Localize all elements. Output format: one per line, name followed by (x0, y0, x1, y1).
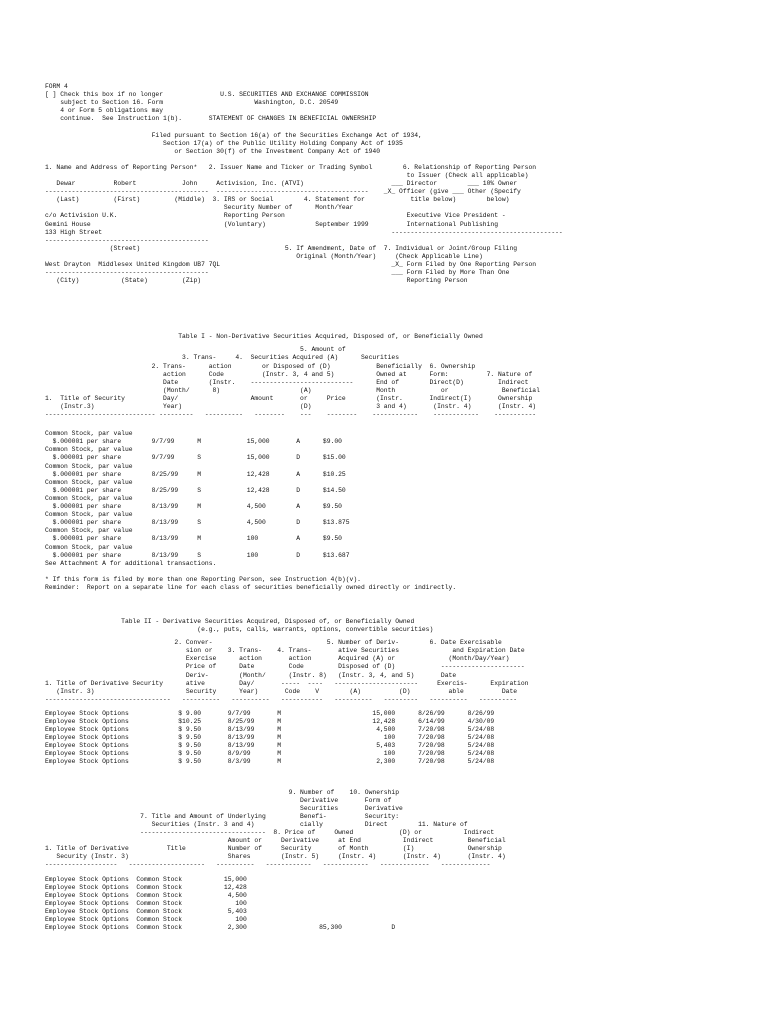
table1-footer: * If this form is filed by more than one Reporting Person, see Instruction 4(b)(v). Reminder: Report on a separate line for each class of securities beneficially owned directly or indirectly. (45, 575, 457, 591)
table2-continued-header: 9. Number of 10. Ownership Derivative Form of Securities Derivative 7. Title and Amount of Underlying Benefi- Security: Securities (Instr. 3 and 4) cially Direct 11. Nature of --------------------------------- 8. Price of Owned (D) or Indirect Amount or Derivative at End Indirect Beneficial 1. Title of Derivative Title Number of Security of Month (I) Ownership Security (Instr. 3) Shares (Instr. 5) (Instr. 4) (Instr. 4) (Instr. 4) ------------------- -------------------- ---------- ------------ ------------ ------------- ------------- (45, 788, 506, 869)
table2-continued-rows: Employee Stock Options Common Stock 15,000 Employee Stock Options Common Stock 12,428 Employee Stock Options Common Stock 4,500 Employee Stock Options Common Stock 100 Employee Stock Options Common Stock 5,403 Employee Stock Options Common Stock 100 Employee Stock Options Common Stock 2,300 85,300 D (45, 875, 396, 932)
table1-rows: Common Stock, par value $.000001 per share 9/7/99 M 15,000 A $9.00 Common Stock, par value $.000001 per share 9/7/99 S 15,000 D $15.00 Common Stock, par value $.000001 per share 8/25/99 M 12,428 A $10.25 Common Stock, par value $.000001 per share 8/25/99 S 12,428 D $14.50 Common Stock, par value $.000001 per share 8/13/99 M 4,500 A $9.50 Common Stock, par value $.000001 per share 8/13/99 S 4,500 D $13.875 Common Stock, par value $.000001 per share 8/13/99 M 100 A $9.50 Common Stock, par value $.000001 per share 8/13/99 S 100 D $13.687 See Attachment A for additional transactions. (45, 430, 350, 567)
table1-header: 5. Amount of 3. Trans- 4. Securities Acquired (A) Securities 2. Trans- action or Disposed of (D) Beneficially 6. Ownership action Code (Instr. 3, 4 and 5) Owned at Form: 7. Nature of Date (Instr. --------------------------- End of Direct(D) Indirect (Month/ 8) (A) Month or Beneficial 1. Title of Security Day/ Amount or Price (Instr. Indirect(I) Ownership (Instr.3) Year) (D) 3 and 4) (Instr. 4) (Instr. 4) ----------------------------- --------- ---------- -------- --- -------- ------------ ------------ ----------- (45, 346, 540, 419)
table2-title: Table II - Derivative Securities Acquired, Disposed of, or Beneficially Owned (e.g., puts, calls, warrants, options, convertible securities) (121, 617, 434, 634)
form-4-page (45, 83, 765, 932)
table2-header: 2. Conver- 5. Number of Deriv- 6. Date Exercisable sion or 3. Trans- 4. Trans- ative Securities and Expiration Date Exercise action action Acquired (A) or (Month/Day/Year) Price of Date Code Disposed of (D) ---------------------- Deriv- (Month/ (Instr. 8) (Instr. 3, 4, and 5) Date 1. Title of Derivative Security ative Day/ ----- ---- ---------------------- Exercis- Expiration (Instr. 3) Security Year) Code V (A) (D) able Date --------------------------------- ---------- ---------- ----------- ---------- --------- ---------- ---------- (45, 639, 529, 703)
table1-title: Table I - Non-Derivative Securities Acquired, Disposed of, or Beneficially Owned (178, 333, 483, 341)
form-header: FORM 4 [ ] Check this box if no longer U.S. SECURITIES AND EXCHANGE COMMISSION subject to Section 16. Form Washington, D.C. 20549 4 or Form 5 obligations may continue. See Instruction 1(b). STATEMENT OF CHANGES IN BENEFICIAL OWNERSHIP Filed pursuant to Section 16(a) of the Securities Exchange Act of 1934, Section 17(a) of the Public Utility Holding Company Act of 1935 or Section 30(f) of the Investment Company Act of 1940 (45, 83, 422, 155)
table2-rows: Employee Stock Options $ 9.00 9/7/99 M 15,000 8/26/99 8/26/99 Employee Stock Options $10.25 8/25/99 M 12,428 6/14/99 4/30/09 Employee Stock Options $ 9.50 8/13/99 M 4,500 7/20/98 5/24/08 Employee Stock Options $ 9.50 8/13/99 M 100 7/20/98 5/24/08 Employee Stock Options $ 9.50 8/13/99 M 5,403 7/20/98 5/24/08 Employee Stock Options $ 9.50 8/9/99 M 100 7/20/98 5/24/08 Employee Stock Options $ 9.50 8/3/99 M 2,300 7/20/98 5/24/08 (45, 709, 495, 766)
reporting-person-section: 1. Name and Address of Reporting Person* 2. Issuer Name and Ticker or Trading Symbol 6. Relationship of Reporting Person to Issuer (Check all applicable) Dewar Robert John Activision, Inc. (ATVI) ___ Director ___ 10% Owner ------------------------------------------- ---------------------------------------- _X_ Officer (give ___ Other (Specify (Last) (First) (Middle) 3. IRS or Social 4. Statement for title below) below) Security Number of Month/Year c/o Activision U.K. Reporting Person Executive Vice President - Gemini House (Voluntary) September 1999 International Publishing 133 High Street --------------------------------------------- ------------------------------------------- (Street) 5. If Amendment, Date of 7. Individual or Joint/Group Filing Original (Month/Year) (Check Applicable Line) West Drayton Middlesex United Kingdom UB7 7QL _X_ Form Filed by One Reporting Person ------------------------------------------- ___ Form Filed by More Than One (City) (State) (Zip) Reporting Person (45, 163, 563, 285)
